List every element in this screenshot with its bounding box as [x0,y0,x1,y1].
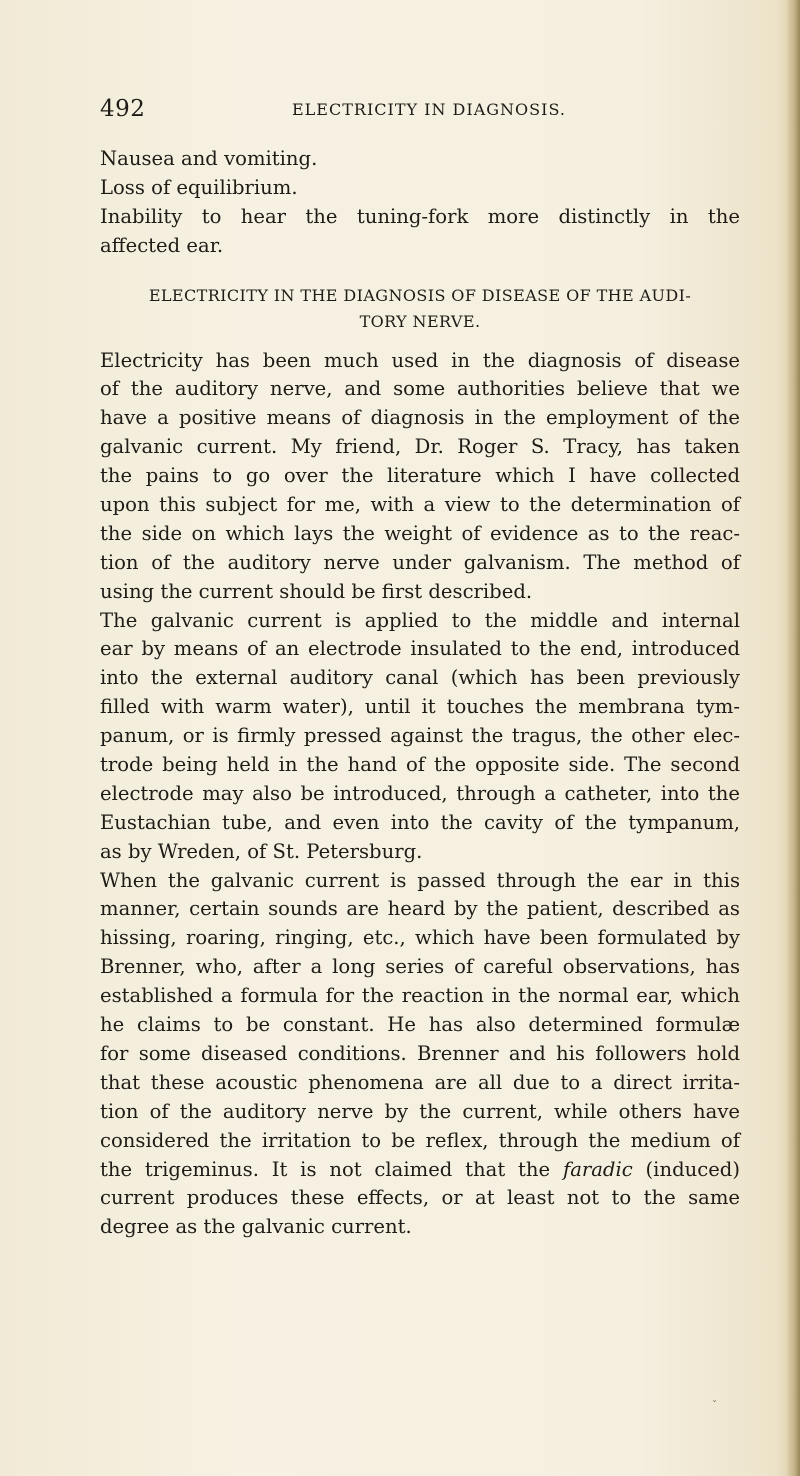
paragraph-line: filled with warm water), until it touches the membrana tym- [100,695,740,719]
paragraph-line: hissing, roaring, ringing, etc., which have been formulated by [100,926,740,950]
symptom-line: affected ear. [100,233,224,257]
paragraph-line: current produces these effects, or at least not to the same [100,1186,740,1210]
page-edge-shadow [786,0,800,1476]
paragraph-line: for some diseased conditions. Brenner and his followers hold [100,1041,740,1065]
symptom-line: Nausea and vomiting. [100,147,318,170]
symptom-line: Loss of equilibrium. [100,175,298,199]
paragraph-line: the side on which lays the weight of evidence as to the reac- [100,521,740,545]
paragraph-line: When the galvanic current is passed through the ear in this [100,868,740,892]
paragraph-line: tion of the auditory nerve under galvanism. The method of [100,550,740,574]
paragraph-text: (induced) [632,1157,740,1181]
paragraph-line-with-italic [100,1156,740,1185]
paragraph-line: the pains to go over the literature which I have collected [100,464,740,488]
paragraph-line: into the external auditory canal (which has been previously [100,666,740,690]
paragraph-line: The galvanic current is applied to the middle and internal [100,608,740,632]
paragraph-line: electrode may also be introduced, through a catheter, into the [100,781,740,805]
paragraph-line: tion of the auditory nerve by the current, while others have [100,1099,740,1123]
paragraph-line: manner, certain sounds are heard by the patient, described as [100,897,740,921]
symptom-line: Inability to hear the tuning-fork more distinctly in the [100,204,740,228]
spacer [100,261,740,283]
body-text [100,145,740,1242]
paragraph-text: the trigeminus. It is not claimed that the [100,1157,551,1181]
paragraph-line: have a positive means of diagnosis in the employment of the [100,406,740,430]
paragraph-line: Electricity has been much used in the diagnosis of disease [100,348,740,372]
paragraph-line: trode being held in the hand of the opposite side. The second [100,753,740,777]
running-title: ELECTRICITY IN DIAGNOSIS. [292,100,566,119]
paragraph-line: upon this subject for me, with a view to the determination of [100,493,740,517]
paragraph-line: using the current should be first described. [100,579,533,603]
paragraph-line: ear by means of an electrode insulated to the end, introduced [100,637,740,661]
running-head [100,96,740,126]
page-number: 492 [100,96,146,122]
paragraph-line: degree as the galvanic current. [100,1215,412,1239]
paragraph-line: of the auditory nerve, and some authorities believe that we [100,377,740,401]
paragraph-line: considered the irritation to be reflex, through the medium of [100,1128,740,1152]
italic-term: faradic [562,1157,633,1181]
paragraph-line: galvanic current. My friend, Dr. Roger S. Tracy, has taken [100,435,740,459]
paragraph-line: Eustachian tube, and even into the cavity of the tympanum, [100,810,740,834]
section-heading: TORY NERVE. [359,311,481,331]
section-heading: ELECTRICITY IN THE DIAGNOSIS OF DISEASE OF THE AUDI- [148,285,692,305]
paragraph-line: Brenner, who, after a long series of careful observations, has [100,955,740,979]
paragraph-line: that these acoustic phenomena are all due to a direct irrita- [100,1070,740,1094]
paragraph-line: panum, or is firmly pressed against the tragus, the other elec- [100,724,740,748]
paragraph-line: established a formula for the reaction in the normal ear, which [100,984,740,1008]
spacer [100,335,740,347]
paragraph-line: he claims to be constant. He has also determined formulæ [100,1013,740,1037]
page-mark: ˇ [712,1400,717,1411]
paragraph-line: as by Wreden, of St. Petersburg. [100,839,423,863]
